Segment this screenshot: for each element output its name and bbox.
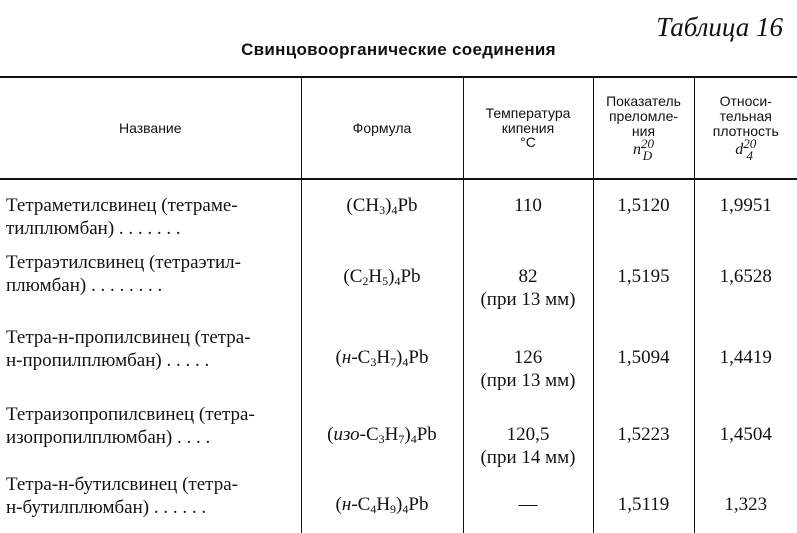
- boiling-value: 110: [514, 195, 542, 216]
- f-tail: Pb: [397, 195, 418, 216]
- f-end: Pb: [408, 347, 429, 368]
- compound-formula: [301, 251, 463, 326]
- density: 1,4504: [694, 403, 797, 473]
- name-line2: плюмбан) . . . . . . . .: [6, 275, 163, 297]
- header-boiling-unit: °C: [520, 134, 536, 151]
- f-tail: ): [404, 424, 411, 445]
- f-end: Pb: [400, 266, 421, 287]
- table-row: [0, 179, 797, 251]
- f-prefix: н: [341, 494, 352, 515]
- header-density-symbol: [735, 136, 757, 164]
- header-density: [694, 77, 797, 179]
- header-density-line3: плотность: [712, 122, 779, 139]
- f-post: H: [376, 494, 391, 515]
- f-sub: 3: [370, 355, 377, 369]
- f-pre: -C: [351, 494, 371, 515]
- name-line1-text: Тетра-н-пропилсвинец (тетра-: [6, 327, 251, 348]
- f-tail: ): [396, 347, 403, 368]
- f-post: H: [368, 266, 383, 287]
- density: 1,4419: [694, 326, 797, 403]
- refraction-sub: D: [642, 148, 653, 164]
- header-refraction-symbol: [633, 136, 654, 164]
- name-line1: [6, 326, 297, 349]
- f-sub3: 4: [402, 502, 409, 516]
- f-sub2: 7: [398, 432, 405, 446]
- header-density-line2: тельная: [719, 107, 772, 124]
- density: 1,9951: [694, 179, 797, 251]
- boiling-value: 120,5: [506, 424, 550, 445]
- refraction-index: 1,5223: [593, 403, 694, 473]
- name-line2: н-бутилплюмбан) . . . . . .: [6, 497, 207, 519]
- boiling-value: 126: [513, 347, 543, 368]
- refraction-index: 1,5119: [593, 473, 694, 533]
- f-post: H: [376, 347, 391, 368]
- boiling-value: —: [518, 494, 538, 515]
- header-density-line1: Относи-: [719, 93, 772, 110]
- f-sub: 3: [379, 203, 386, 217]
- table-row: [0, 326, 797, 403]
- compound-formula: $(н-C_3H_7)_4Pb$: [301, 326, 463, 403]
- boiling-note: (при 14 мм): [480, 447, 576, 469]
- compound-name: [0, 403, 301, 473]
- f-post: ): [385, 195, 392, 216]
- f-prefix: н: [341, 347, 352, 368]
- header-refraction-line1: Показатель: [606, 93, 681, 110]
- f-sub3: 4: [394, 274, 401, 288]
- compound-name: [0, 326, 301, 403]
- name-line2: изопропилплюмбан) . . . .: [6, 427, 211, 449]
- density-sup: 20: [743, 136, 757, 152]
- f-sub: 3: [378, 432, 385, 446]
- f-tail: ): [396, 494, 403, 515]
- name-line1: Тетраизопропилсвинец (тетра-: [6, 404, 255, 425]
- f-sub3: 4: [402, 355, 409, 369]
- f-sub: 4: [370, 502, 377, 516]
- refraction-index: 1,5120: [593, 179, 694, 251]
- f-prefix: изо: [333, 424, 360, 445]
- f-sub2: 9: [390, 502, 397, 516]
- header-row: [0, 77, 797, 179]
- f-sub2: 7: [390, 355, 397, 369]
- header-refraction: [593, 77, 694, 179]
- f-end: Pb: [408, 494, 429, 515]
- page-title: Свинцовоорганические соединения: [241, 40, 556, 59]
- refraction-index: 1,5094: [593, 326, 694, 403]
- table-row: [0, 251, 797, 326]
- refraction-n: n: [633, 140, 641, 158]
- density: 1,6528: [694, 251, 797, 326]
- table-row: [0, 473, 797, 533]
- refraction-index: 1,5195: [593, 251, 694, 326]
- f-end: Pb: [416, 424, 437, 445]
- density-sub: 4: [746, 148, 753, 164]
- boiling-point: [463, 251, 593, 326]
- compound-name: [0, 473, 301, 533]
- density: 1,323: [694, 473, 797, 533]
- boiling-note: (при 13 мм): [480, 289, 576, 311]
- f-sub: 2: [362, 274, 369, 288]
- f-pre: -C: [359, 424, 379, 445]
- f-pre: -C: [351, 347, 371, 368]
- boiling-point: [463, 326, 593, 403]
- f-post: H: [384, 424, 399, 445]
- name-line2: н-пропилплюмбан) . . . . .: [6, 350, 210, 372]
- name-line1: Тетра-н-бутилсвинец (тетра-: [6, 474, 238, 495]
- f-pre: (CH: [346, 195, 380, 216]
- refraction-sup: 20: [641, 136, 654, 152]
- table-row: [0, 403, 797, 473]
- name-line1: Тетраметилсвинец (тетраме-: [6, 195, 238, 216]
- compound-formula: $(н-C_4H_9)_4Pb$: [301, 473, 463, 533]
- header-boiling: [463, 77, 593, 179]
- f-sub3: 4: [410, 432, 417, 446]
- boiling-note: (при 13 мм): [480, 370, 576, 392]
- boiling-point: [463, 473, 593, 533]
- compounds-table: [0, 76, 797, 533]
- compound-formula: [301, 179, 463, 251]
- boiling-value: 82: [518, 266, 538, 287]
- table-caption: Таблица 16: [656, 12, 783, 42]
- name-line1: Тетраэтилсвинец (тетраэтил-: [6, 252, 241, 273]
- header-boiling-line2: кипения: [501, 119, 555, 136]
- header-boiling-line1: Температура: [485, 104, 571, 121]
- header-formula: Формула: [301, 77, 463, 179]
- f-tail: ): [388, 266, 395, 287]
- boiling-point: [463, 179, 593, 251]
- header-name: Название: [118, 119, 182, 136]
- density-d: d: [735, 140, 744, 158]
- f-sub2: 5: [382, 274, 389, 288]
- compound-name: [0, 179, 301, 251]
- f-pre: (C: [343, 266, 363, 287]
- header-refraction-line2: преломле-: [608, 107, 679, 124]
- header-refraction-line3: ния: [631, 122, 656, 139]
- compound-name: [0, 251, 301, 326]
- name-line2: тилплюмбан) . . . . . . .: [6, 218, 181, 240]
- boiling-point: [463, 403, 593, 473]
- f-sub2: 4: [391, 203, 398, 217]
- compound-formula: $(изо-C_3H_7)_4Pb$: [301, 403, 463, 473]
